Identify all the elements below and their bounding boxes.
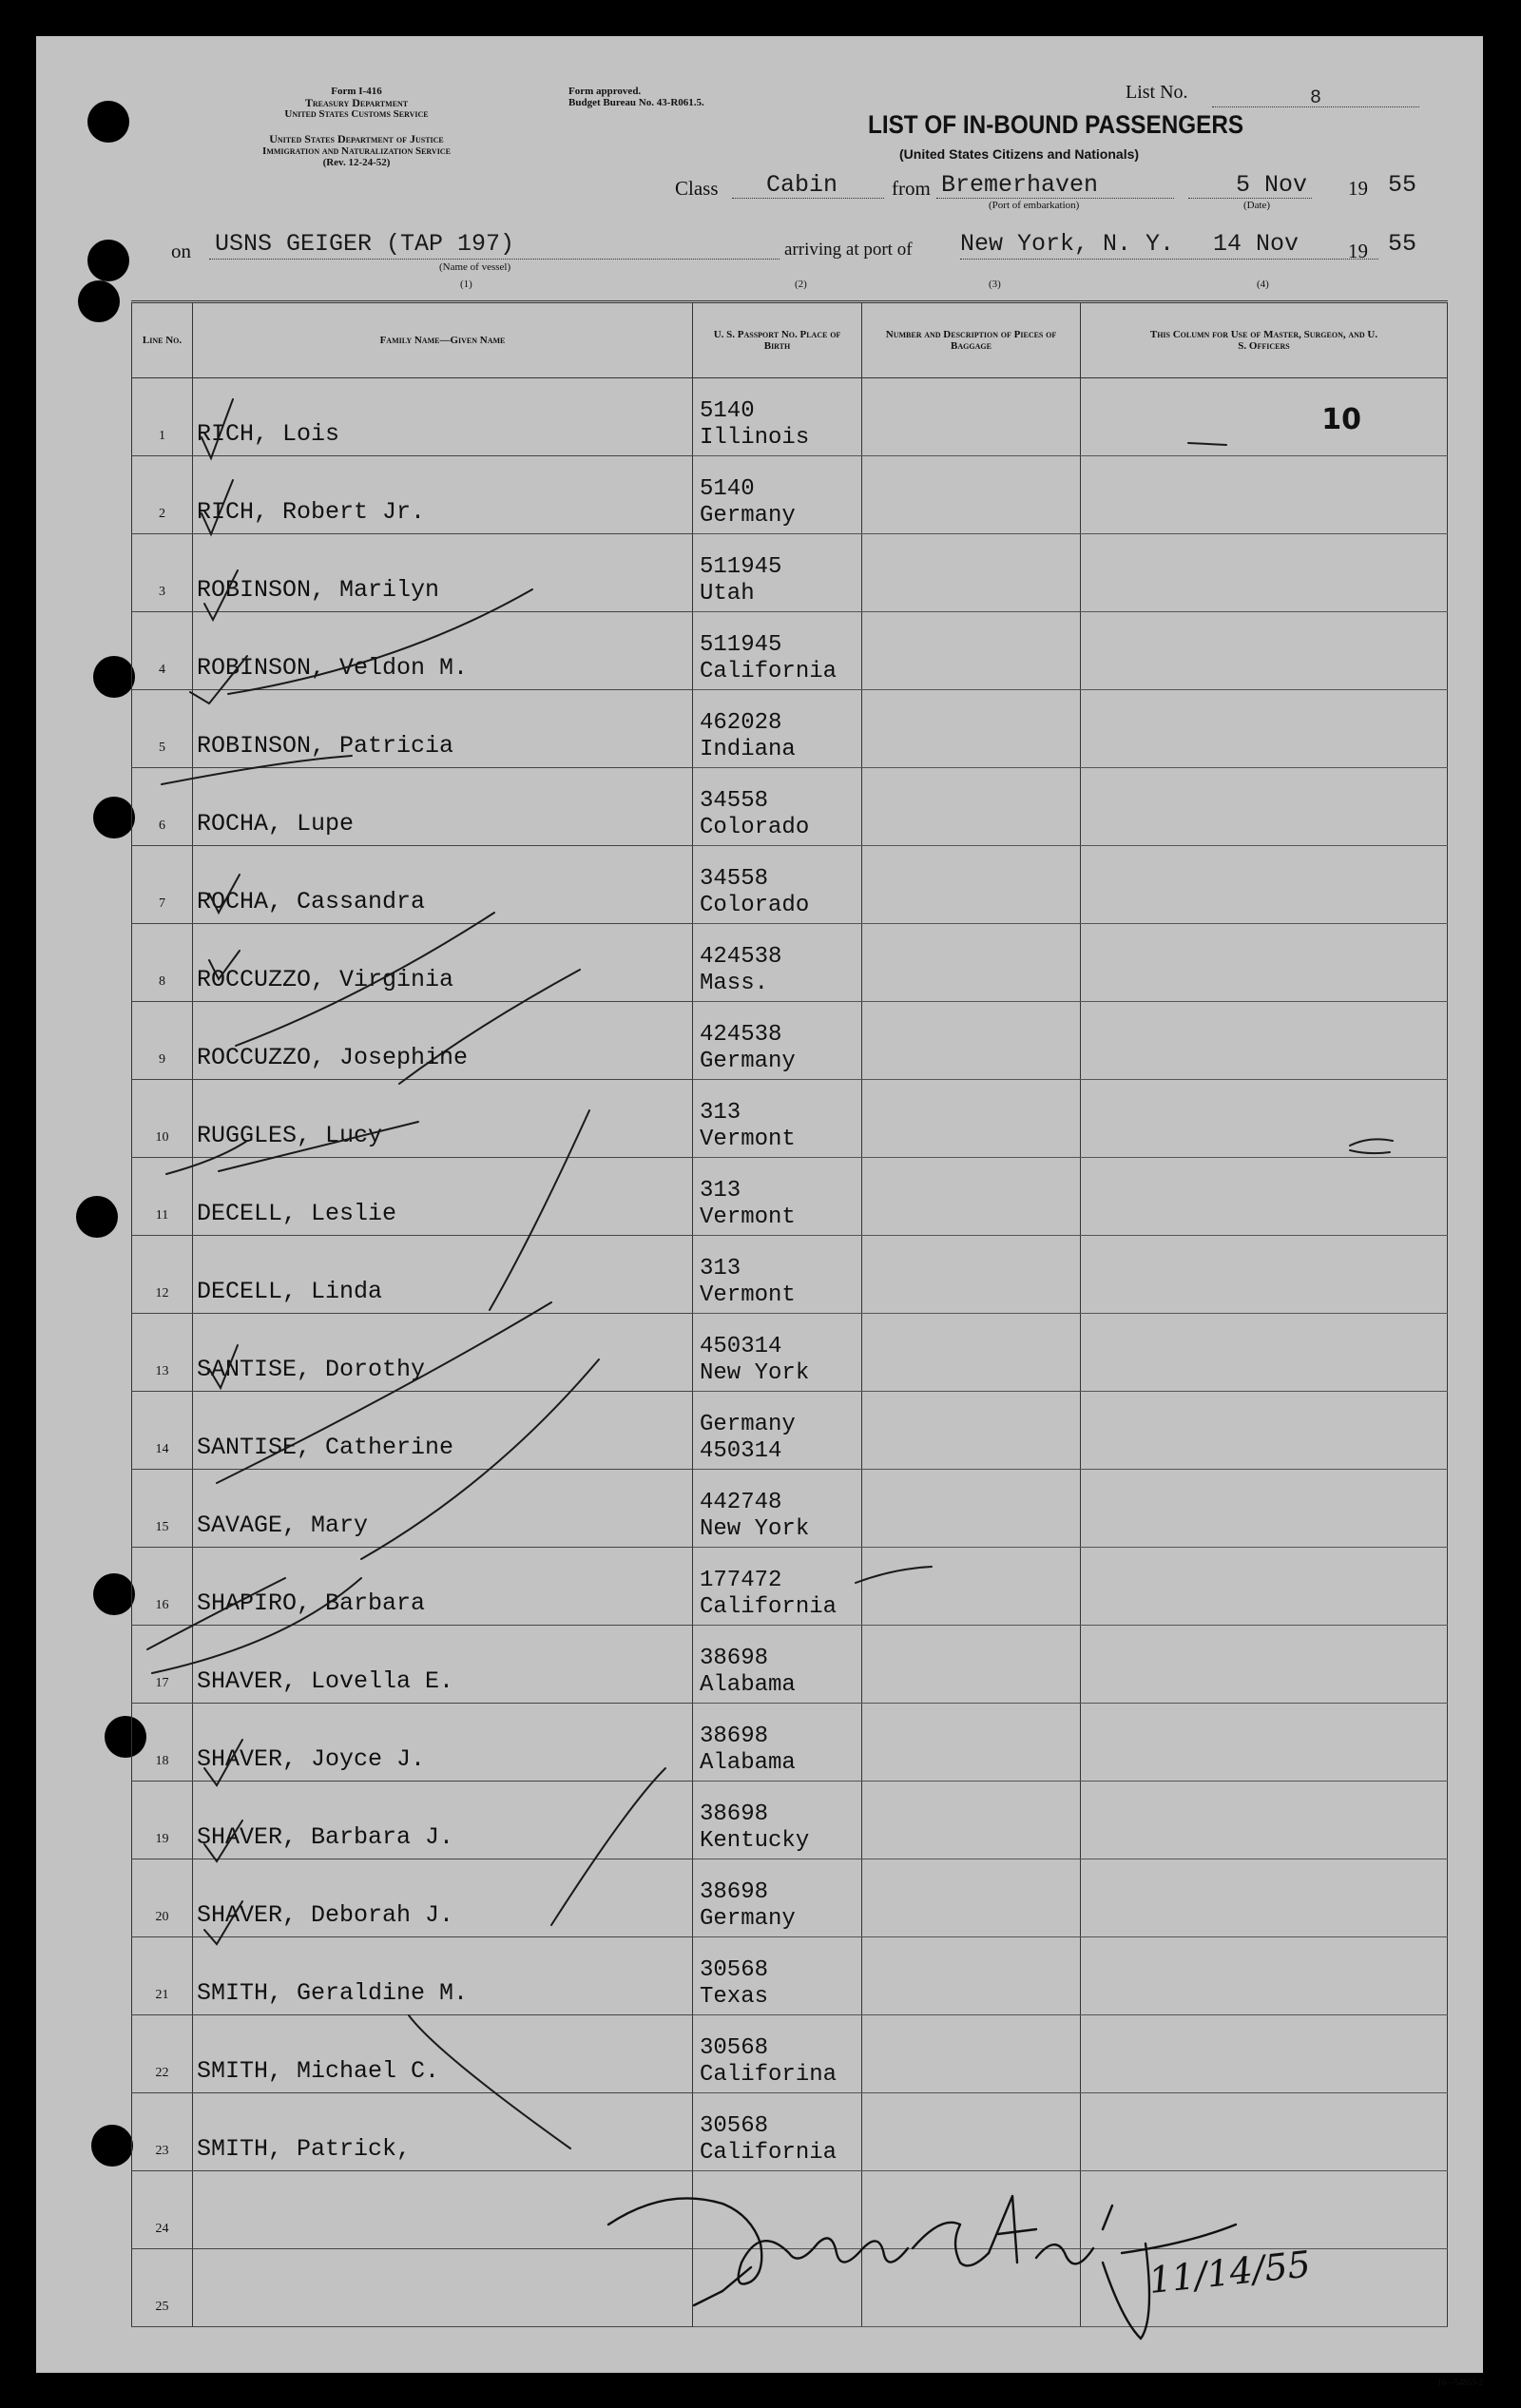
table-header-row — [132, 302, 1448, 378]
passenger-name-cell — [193, 846, 693, 924]
passport-number: 511945 — [700, 554, 782, 580]
passport-number: 5140 — [700, 398, 755, 424]
place-of-birth: Germany — [700, 503, 796, 529]
budget-bureau: Budget Bureau No. 43-R061.5. — [568, 97, 704, 108]
passenger-name: ROBINSON, Marilyn — [197, 576, 440, 604]
officer-use-cell — [1081, 2249, 1448, 2327]
page-title: LIST OF IN-BOUND PASSENGERS — [868, 110, 1244, 139]
arrival-line — [960, 259, 1378, 260]
passport-birth-cell — [693, 612, 862, 690]
officer-use-cell — [1081, 1704, 1448, 1782]
table-row — [132, 1158, 1448, 1236]
col-header-baggage: Number and Description of Pieces of Baggage — [862, 302, 1081, 378]
baggage-cell — [862, 1002, 1081, 1080]
line-number-cell: 24 — [132, 2171, 193, 2249]
line-number-cell: 6 — [132, 768, 193, 846]
officer-use-cell — [1081, 1080, 1448, 1158]
passport-number: 38698 — [700, 1801, 769, 1827]
officer-use-cell — [1081, 1392, 1448, 1470]
passport-birth-cell — [693, 456, 862, 534]
officer-use-cell — [1081, 1470, 1448, 1548]
table-row — [132, 1470, 1448, 1548]
passenger-name: ROBINSON, Veldon M. — [197, 654, 469, 682]
passport-birth-cell — [693, 846, 862, 924]
passenger-name-cell — [193, 2171, 693, 2249]
passport-birth-cell — [693, 1548, 862, 1626]
table-row — [132, 2015, 1448, 2093]
place-of-birth: Alabama — [700, 1672, 796, 1698]
place-of-birth: Colorado — [700, 815, 810, 840]
line-number-cell: 15 — [132, 1470, 193, 1548]
line-number-cell: 23 — [132, 2093, 193, 2171]
table-row — [132, 1002, 1448, 1080]
punch-hole — [93, 656, 135, 698]
baggage-cell — [862, 534, 1081, 612]
officer-use-cell — [1081, 2093, 1448, 2171]
place-of-birth: California — [700, 659, 838, 684]
line-number-cell: 22 — [132, 2015, 193, 2093]
date-caption: (Date) — [1243, 200, 1271, 211]
passenger-name: ROCCUZZO, Virginia — [197, 966, 454, 993]
passenger-name-cell — [193, 1392, 693, 1470]
officer-use-cell — [1081, 1782, 1448, 1859]
line-number-cell: 12 — [132, 1236, 193, 1314]
passport-birth-cell — [693, 924, 862, 1002]
passenger-name: ROCCUZZO, Josephine — [197, 1044, 469, 1071]
passenger-name: RUGGLES, Lucy — [197, 1122, 383, 1149]
baggage-cell — [862, 2015, 1081, 2093]
place-of-birth: Vermont — [700, 1127, 796, 1152]
passport-birth-cell — [693, 1002, 862, 1080]
table-row — [132, 1859, 1448, 1937]
passenger-name-cell — [193, 612, 693, 690]
baggage-cell — [862, 612, 1081, 690]
passport-number: 424538 — [700, 944, 782, 970]
place-of-birth: New York — [700, 1516, 810, 1542]
baggage-cell — [862, 1859, 1081, 1937]
passport-number: 30568 — [700, 2113, 769, 2139]
passenger-name: SHAVER, Lovella E. — [197, 1667, 454, 1695]
passenger-name-cell — [193, 1704, 693, 1782]
baggage-cell — [862, 1548, 1081, 1626]
table-row — [132, 690, 1448, 768]
line-number-cell: 19 — [132, 1782, 193, 1859]
punch-hole — [76, 1196, 118, 1238]
passenger-name-cell — [193, 2093, 693, 2171]
place-of-birth: Utah — [700, 581, 755, 607]
line-number-cell: 18 — [132, 1704, 193, 1782]
arrival-year: 55 — [1388, 230, 1417, 258]
col-caption-3: (3) — [989, 279, 1001, 290]
passenger-name-cell — [193, 378, 693, 456]
place-of-birth: Vermont — [700, 1282, 796, 1308]
passenger-name: SHAVER, Joyce J. — [197, 1745, 426, 1773]
punch-hole — [87, 240, 129, 281]
place-of-birth: New York — [700, 1360, 810, 1386]
place-of-birth — [693, 2321, 861, 2326]
line-number-cell: 25 — [132, 2249, 193, 2327]
col-caption-4: (4) — [1257, 279, 1269, 290]
passenger-name-cell — [193, 690, 693, 768]
passport-number: 313 — [700, 1178, 741, 1204]
passenger-name: RICH, Lois — [197, 420, 340, 448]
officer-note: 10 — [1321, 403, 1361, 436]
officer-use-cell — [1081, 534, 1448, 612]
passenger-name: DECELL, Leslie — [197, 1200, 397, 1227]
baggage-cell — [862, 1392, 1081, 1470]
line-number-cell: 20 — [132, 1859, 193, 1937]
passenger-name: SMITH, Geraldine M. — [197, 1979, 469, 2007]
passport-birth-cell — [693, 1859, 862, 1937]
agency-justice: United States Department of Justice — [269, 132, 444, 145]
passport-number: 424538 — [700, 1022, 782, 1048]
passenger-name-cell — [193, 456, 693, 534]
place-of-birth: Germany — [700, 1049, 796, 1074]
passport-number: 38698 — [700, 1879, 769, 1905]
place-of-birth: Colorado — [700, 893, 810, 918]
baggage-cell — [862, 378, 1081, 456]
line-number-cell: 4 — [132, 612, 193, 690]
punch-hole — [78, 280, 120, 322]
passport-birth-cell — [693, 2093, 862, 2171]
table-body — [132, 378, 1448, 2327]
passenger-name — [193, 2241, 692, 2248]
passport-number: 38698 — [700, 1724, 769, 1749]
passport-birth-cell — [693, 2171, 862, 2249]
passenger-name-cell — [193, 1859, 693, 1937]
vessel-caption: (Name of vessel) — [439, 261, 511, 273]
embarkation-year: 55 — [1388, 171, 1417, 199]
from-label: from — [892, 177, 931, 200]
officer-use-cell — [1081, 690, 1448, 768]
table-row — [132, 2249, 1448, 2327]
passport-number: 177472 — [700, 1568, 782, 1593]
place-of-birth: Califorina — [700, 2062, 838, 2088]
officer-use-cell — [1081, 612, 1448, 690]
passenger-name: ROCHA, Lupe — [197, 810, 355, 838]
passenger-name-cell — [193, 768, 693, 846]
agency-customs: United States Customs Service — [284, 108, 429, 120]
officer-use-cell — [1081, 1002, 1448, 1080]
place-of-birth: California — [700, 2140, 838, 2166]
passenger-table — [131, 300, 1448, 2327]
line-number-cell: 10 — [132, 1080, 193, 1158]
signature-date: 11/14/55 — [1146, 2243, 1313, 2302]
passenger-name-cell — [193, 2249, 693, 2327]
passport-number: 34558 — [700, 788, 769, 814]
class-label: Class — [675, 177, 719, 200]
table-row — [132, 1392, 1448, 1470]
officer-use-cell — [1081, 2015, 1448, 2093]
place-of-birth: Indiana — [700, 737, 796, 762]
passport-birth-cell — [693, 534, 862, 612]
passenger-name-cell — [193, 1080, 693, 1158]
officer-use-cell — [1081, 1314, 1448, 1392]
vessel-line — [209, 259, 780, 260]
baggage-cell — [862, 1470, 1081, 1548]
col-header-passport: U. S. Passport No. Place of Birth — [693, 302, 862, 378]
officer-use-cell — [1081, 1236, 1448, 1314]
baggage-cell — [862, 690, 1081, 768]
passenger-name-cell — [193, 1470, 693, 1548]
officer-use-cell — [1081, 2171, 1448, 2249]
passport-number: 30568 — [700, 1957, 769, 1983]
place-of-birth: Texas — [700, 1984, 769, 2010]
passport-birth-cell — [693, 1080, 862, 1158]
place-of-birth: California — [700, 1594, 838, 1620]
passport-number: 442748 — [700, 1490, 782, 1515]
passport-birth-cell — [693, 1626, 862, 1704]
table-row — [132, 1314, 1448, 1392]
table-row — [132, 1782, 1448, 1859]
baggage-cell — [862, 2171, 1081, 2249]
table-row — [132, 768, 1448, 846]
officer-use-cell — [1081, 846, 1448, 924]
line-number-cell: 13 — [132, 1314, 193, 1392]
passport-birth-cell — [693, 1470, 862, 1548]
passport-birth-cell — [693, 378, 862, 456]
passport-number: 5140 — [700, 476, 755, 502]
table-row — [132, 456, 1448, 534]
place-of-birth: Illinois — [700, 425, 810, 451]
officer-use-cell — [1081, 1158, 1448, 1236]
passport-birth-cell — [693, 690, 862, 768]
passenger-name-cell — [193, 1002, 693, 1080]
place-of-birth: Germany — [700, 1906, 796, 1932]
table-row — [132, 1937, 1448, 2015]
baggage-cell — [862, 1080, 1081, 1158]
col-header-officers: This Column for Use of Master, Surgeon, and U. S. Officers — [1081, 302, 1448, 378]
punch-hole — [93, 797, 135, 838]
passport-birth-cell — [693, 1782, 862, 1859]
table-row — [132, 1080, 1448, 1158]
footer-code: 16—54853-2 — [1437, 2378, 1483, 2387]
passport-birth-cell — [693, 1158, 862, 1236]
table-row — [132, 378, 1448, 456]
line-number-cell: 7 — [132, 846, 193, 924]
year1-prefix: 19 — [1348, 177, 1368, 200]
table-row — [132, 1236, 1448, 1314]
table-row — [132, 612, 1448, 690]
officer-use-cell — [1081, 456, 1448, 534]
passenger-name: SHAPIRO, Barbara — [197, 1589, 426, 1617]
place-of-birth: Kentucky — [700, 1828, 810, 1854]
passenger-name-cell — [193, 2015, 693, 2093]
on-label: on — [171, 240, 191, 262]
line-number-cell: 8 — [132, 924, 193, 1002]
punch-hole — [87, 101, 129, 143]
officer-use-cell — [1081, 924, 1448, 1002]
passenger-name-cell — [193, 924, 693, 1002]
punch-hole — [93, 1573, 135, 1615]
passport-number: 511945 — [700, 632, 782, 658]
line-number-cell: 17 — [132, 1626, 193, 1704]
col-header-name: Family Name—Given Name — [193, 302, 693, 378]
baggage-cell — [862, 2093, 1081, 2171]
line-number-cell: 5 — [132, 690, 193, 768]
passenger-name-cell — [193, 534, 693, 612]
passport-birth-cell — [693, 2249, 862, 2327]
class-value: Cabin — [766, 171, 838, 199]
passenger-name: SMITH, Patrick, — [197, 2135, 412, 2163]
port-of-embarkation: Bremerhaven — [941, 171, 1099, 199]
passenger-name-cell — [193, 1782, 693, 1859]
passport-number: 313 — [700, 1256, 741, 1281]
passenger-name: DECELL, Linda — [197, 1278, 383, 1305]
baggage-cell — [862, 846, 1081, 924]
passenger-name-cell — [193, 1548, 693, 1626]
officer-use-cell — [1081, 1859, 1448, 1937]
passenger-name: SAVAGE, Mary — [197, 1512, 369, 1539]
page-subtitle: (United States Citizens and Nationals) — [899, 146, 1140, 162]
list-no-label: List No. — [1126, 82, 1188, 103]
line-number-cell: 11 — [132, 1158, 193, 1236]
passenger-name: ROBINSON, Patricia — [197, 732, 454, 760]
table-row — [132, 846, 1448, 924]
baggage-cell — [862, 1937, 1081, 2015]
vessel-name: USNS GEIGER (TAP 197) — [215, 230, 515, 258]
passenger-name-cell — [193, 1626, 693, 1704]
table-row — [132, 1548, 1448, 1626]
passenger-name-cell — [193, 1158, 693, 1236]
passenger-name-cell — [193, 1236, 693, 1314]
passport-number: 34558 — [700, 866, 769, 892]
arrival-date: 14 Nov — [1213, 230, 1300, 258]
punch-hole — [91, 2125, 133, 2167]
passenger-name — [193, 2319, 692, 2326]
passenger-name: SHAVER, Deborah J. — [197, 1901, 454, 1929]
passport-number: 30568 — [700, 2035, 769, 2061]
table-row — [132, 2093, 1448, 2171]
table-row — [132, 534, 1448, 612]
line-number-cell: 14 — [132, 1392, 193, 1470]
form-number: Form I-416 — [331, 86, 382, 97]
agency-treasury: Treasury Department — [304, 96, 409, 109]
line-number-cell: 9 — [132, 1002, 193, 1080]
baggage-cell — [862, 1704, 1081, 1782]
baggage-cell — [862, 768, 1081, 846]
place-of-birth: 450314 — [700, 1438, 782, 1464]
agency-ins: Immigration and Naturalization Service — [262, 145, 451, 157]
line-number-cell: 2 — [132, 456, 193, 534]
line-number-cell: 3 — [132, 534, 193, 612]
baggage-cell — [862, 1158, 1081, 1236]
baggage-cell — [862, 2249, 1081, 2327]
passport-birth-cell — [693, 2015, 862, 2093]
baggage-cell — [862, 1314, 1081, 1392]
passenger-name: SANTISE, Catherine — [197, 1434, 454, 1461]
passport-number: 313 — [700, 1100, 741, 1126]
year2-prefix: 19 — [1348, 240, 1368, 262]
passport-number: 462028 — [700, 710, 782, 736]
passenger-name: SANTISE, Dorothy — [197, 1356, 426, 1383]
officer-use-cell — [1081, 378, 1448, 456]
line-number-cell: 21 — [132, 1937, 193, 2015]
passport-birth-cell — [693, 1937, 862, 2015]
officer-use-cell — [1081, 1548, 1448, 1626]
arriving-label: arriving at port of — [784, 240, 913, 260]
officer-use-cell — [1081, 1937, 1448, 2015]
passport-number: 450314 — [700, 1334, 782, 1359]
place-of-birth — [693, 2243, 861, 2248]
baggage-cell — [862, 456, 1081, 534]
officer-use-cell — [1081, 768, 1448, 846]
table-row — [132, 2171, 1448, 2249]
arrival-port: New York, N. Y. — [960, 230, 1175, 258]
line-number-cell: 16 — [132, 1548, 193, 1626]
officer-use-cell — [1081, 1626, 1448, 1704]
baggage-cell — [862, 924, 1081, 1002]
place-of-birth: Alabama — [700, 1750, 796, 1776]
col-caption-1: (1) — [460, 279, 472, 290]
port-caption: (Port of embarkation) — [989, 200, 1080, 211]
passport-birth-cell — [693, 1236, 862, 1314]
line-number-cell: 1 — [132, 378, 193, 456]
revision-date: (Rev. 12-24-52) — [322, 157, 391, 168]
place-of-birth: Vermont — [700, 1204, 796, 1230]
passenger-name: SHAVER, Barbara J. — [197, 1823, 454, 1851]
table-row — [132, 1626, 1448, 1704]
baggage-cell — [862, 1236, 1081, 1314]
passenger-name: ROCHA, Cassandra — [197, 888, 426, 915]
passport-birth-cell — [693, 1392, 862, 1470]
passenger-name: SMITH, Michael C. — [197, 2057, 440, 2085]
col-header-line: Line No. — [132, 302, 193, 378]
table-row — [132, 924, 1448, 1002]
passport-number: 38698 — [700, 1646, 769, 1671]
passport-birth-cell — [693, 1314, 862, 1392]
passenger-name-cell — [193, 1314, 693, 1392]
baggage-cell — [862, 1626, 1081, 1704]
embarkation-date: 5 Nov — [1236, 171, 1308, 199]
place-of-birth: Mass. — [700, 971, 769, 996]
passport-number: Germany — [700, 1412, 796, 1437]
table-row — [132, 1704, 1448, 1782]
passport-birth-cell — [693, 768, 862, 846]
passport-birth-cell — [693, 1704, 862, 1782]
passenger-name-cell — [193, 1937, 693, 2015]
list-no-value: 8 — [1310, 87, 1322, 109]
col-caption-2: (2) — [795, 279, 807, 290]
form-approved: Form approved. — [568, 86, 642, 97]
baggage-cell — [862, 1782, 1081, 1859]
passenger-name: RICH, Robert Jr. — [197, 498, 426, 526]
